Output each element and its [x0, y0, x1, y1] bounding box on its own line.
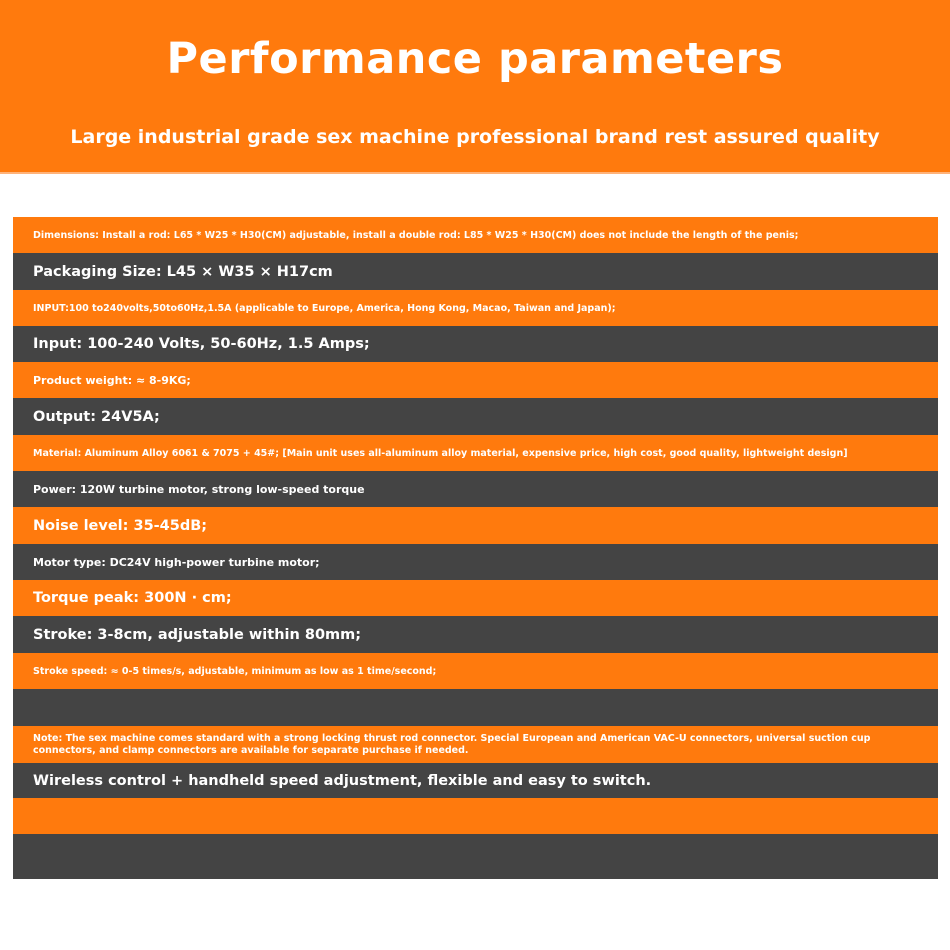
param-row-input: [13, 326, 938, 362]
param-text: Dimensions: Install a rod: L65 * W25 * H30(CM) adjustable, install a double rod: L85 * W25 * H30(CM) does not include the length of the penis;: [33, 229, 799, 241]
param-text: Motor type: DC24V high-power turbine motor;: [33, 555, 320, 569]
param-row-wireless-control: [13, 763, 938, 798]
param-row-input-range: [13, 290, 938, 326]
param-text: Wireless control + handheld speed adjustment, flexible and easy to switch.: [33, 772, 652, 789]
param-text: INPUT:100 to240volts,50to60Hz,1.5A (applicable to Europe, America, Hong Kong, Macao, Taiwan and Japan);: [33, 302, 616, 314]
param-text: Power: 120W turbine motor, strong low-speed torque: [33, 482, 365, 496]
param-text: Note: The sex machine comes standard with a strong locking thrust rod connector. Special European and American VAC-U connectors, universal suction cup connectors, and clamp connectors are available for separate purchase if needed.: [33, 732, 871, 756]
param-text: Material: Aluminum Alloy 6061 & 7075 + 45#; [Main unit uses all-aluminum alloy material, expensive price, high cost, good quality, lightweight design]: [33, 447, 848, 459]
parameters-table: [13, 217, 938, 879]
param-text: Noise level: 35-45dB;: [33, 517, 208, 534]
param-row-note: [13, 726, 938, 763]
param-row-output: [13, 398, 938, 435]
param-row-material: [13, 435, 938, 471]
param-text: Input: 100-240 Volts, 50-60Hz, 1.5 Amps;: [33, 336, 370, 352]
param-row-stroke: [13, 616, 938, 653]
param-row-motor-type: [13, 544, 938, 580]
param-row-noise: [13, 507, 938, 544]
page-title: Performance parameters: [166, 34, 784, 84]
param-text: Torque peak: 300N · cm;: [33, 590, 232, 606]
param-text: Packaging Size: L45 × W35 × H17cm: [33, 263, 333, 280]
param-text: Stroke speed: ≈ 0-5 times/s, adjustable, minimum as low as 1 time/second;: [33, 665, 437, 677]
param-row-empty-3: [13, 834, 938, 879]
param-row-torque: [13, 580, 938, 616]
header-banner: [0, 0, 950, 174]
param-row-stroke-speed: [13, 653, 938, 689]
page-subtitle: Large industrial grade sex machine professional brand rest assured quality: [70, 126, 880, 148]
param-row-dimensions: [13, 217, 938, 253]
param-row-packaging-size: [13, 253, 938, 290]
param-text: Stroke: 3-8cm, adjustable within 80mm;: [33, 626, 362, 643]
param-row-empty-2: [13, 798, 938, 834]
param-row-weight: [13, 362, 938, 398]
param-row-power: [13, 471, 938, 507]
param-text: Output: 24V5A;: [33, 408, 160, 425]
param-row-empty-1: [13, 689, 938, 726]
param-text: Product weight: ≈ 8-9KG;: [33, 373, 191, 387]
